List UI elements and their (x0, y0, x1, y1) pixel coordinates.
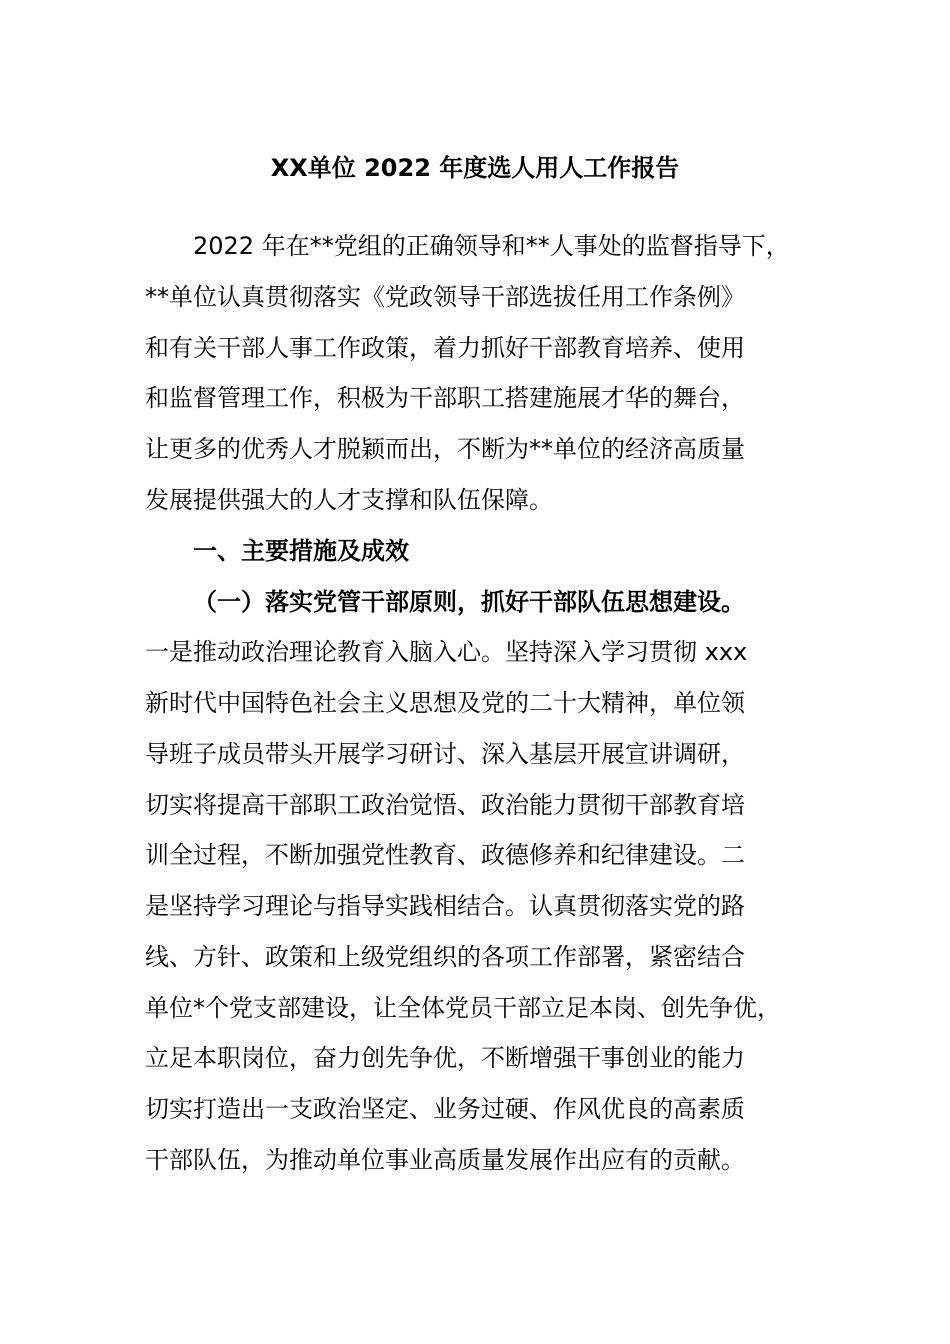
intro-line: 发展提供强大的人才支撑和队伍保障。 (145, 486, 553, 514)
body-line: 切实打造出一支政治坚定、业务过硬、作风优良的高素质 (145, 1095, 745, 1123)
intro-line: 让更多的优秀人才脱颖而出，不断为**单位的经济高质量 (145, 435, 745, 463)
body-line: 新时代中国特色社会主义思想及党的二十大精神，单位领 (145, 689, 745, 717)
body-line: 干部队伍，为推动单位事业高质量发展作出应有的贡献。 (145, 1146, 745, 1174)
section-heading: 一、主要措施及成效 (193, 537, 409, 565)
intro-line: 2022 年在**党组的正确领导和**人事处的监督指导下， (193, 232, 790, 260)
body-line: 单位*个党支部建设，让全体党员干部立足本岗、创先争优， (145, 994, 781, 1022)
intro-line: 和监督管理工作，积极为干部职工搭建施展才华的舞台， (145, 384, 745, 412)
intro-line: 和有关干部人事工作政策，着力抓好干部教育培养、使用 (145, 334, 745, 362)
body-line: 立足本职岗位，奋力创先争优，不断增强干事创业的能力 (145, 1044, 745, 1072)
body-line: 是坚持学习理论与指导实践相结合。认真贯彻落实党的路 (145, 892, 745, 920)
body-line: 线、方针、政策和上级党组织的各项工作部署，紧密结合 (145, 943, 745, 971)
subsection-heading: （一）落实党管干部原则，抓好干部队伍思想建设。 (193, 588, 745, 616)
body-line: 切实将提高干部职工政治觉悟、政治能力贯彻干部教育培 (145, 791, 745, 819)
intro-line: **单位认真贯彻落实《党政领导干部选拔任用工作条例》 (145, 283, 745, 311)
body-line: 一是推动政治理论教育入脑入心。坚持深入学习贯彻 xxx (145, 638, 748, 666)
body-line: 训全过程，不断加强党性教育、政德修养和纪律建设。二 (145, 841, 745, 869)
body-line: 导班子成员带头开展学习研讨、深入基层开展宣讲调研， (145, 740, 745, 768)
document-title: XX单位 2022 年度选人用人工作报告 (270, 154, 680, 182)
